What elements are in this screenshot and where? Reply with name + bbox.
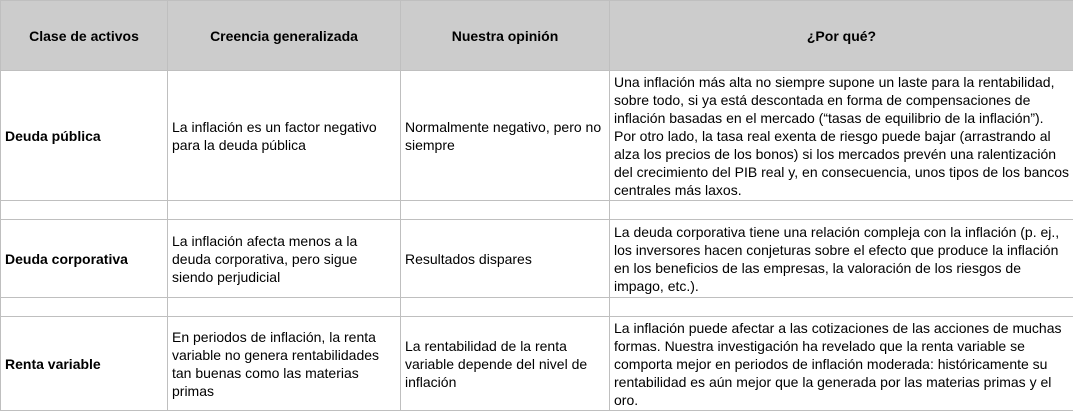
spacer-row: [1, 298, 1073, 317]
why-cell: La deuda corporativa tiene una relación compleja con la inflación (p. ej., los inversores hacen conjeturas sobre el efecto que produce la inflación en los beneficios de las empresas, la valoración de los riesgos de impago, etc.).: [610, 220, 1073, 298]
empty-cell: [401, 298, 610, 317]
opinion-cell: Normalmente negativo, pero no siempre: [401, 71, 610, 201]
opinion-cell: Resultados dispares: [401, 220, 610, 298]
asset-name-cell: Deuda corporativa: [1, 220, 168, 298]
belief-cell: En periodos de inflación, la renta variable no genera rentabilidades tan buenas como las materias primas: [168, 317, 401, 411]
header-common-belief: Creencia generalizada: [168, 1, 401, 71]
spacer-row: [1, 201, 1073, 220]
empty-cell: [168, 201, 401, 220]
asset-name-cell: Renta variable: [1, 317, 168, 411]
why-cell: Una inflación más alta no siempre supone un laste para la rentabilidad, sobre todo, si ya está descontada en forma de compensaciones de inflación basadas en el mercado (“tasas de equilibrio de la inflación”). Por otro lado, la tasa real exenta de riesgo puede bajar (arrastrando al alza los precios de los bonos) si los mercados prevén una ralentización del crecimiento del PIB real y, en consecuencia, unos tipos de los bancos centrales más laxos.: [610, 71, 1073, 201]
empty-cell: [1, 201, 168, 220]
asset-name-cell: Deuda pública: [1, 71, 168, 201]
why-cell: La inflación puede afectar a las cotizaciones de las acciones de muchas formas. Nuestra investigación ha revelado que la renta variable se comporta mejor en periodos de inflación moderada: históricamente su rentabilidad es aún mejor que la generada por las materias primas y el oro.: [610, 317, 1073, 411]
belief-cell: La inflación es un factor negativo para la deuda pública: [168, 71, 401, 201]
empty-cell: [1, 298, 168, 317]
empty-cell: [168, 298, 401, 317]
table-row: [1, 220, 1073, 298]
header-our-opinion: Nuestra opinión: [401, 1, 610, 71]
header-asset-class: Clase de activos: [1, 1, 168, 71]
opinion-cell: La rentabilidad de la renta variable depende del nivel de inflación: [401, 317, 610, 411]
empty-cell: [610, 201, 1073, 220]
belief-cell: La inflación afecta menos a la deuda corporativa, pero sigue siendo perjudicial: [168, 220, 401, 298]
header-row: [1, 1, 1073, 71]
table-row: [1, 71, 1073, 201]
table-row: [1, 317, 1073, 411]
header-why: ¿Por qué?: [610, 1, 1073, 71]
empty-cell: [401, 201, 610, 220]
empty-cell: [610, 298, 1073, 317]
